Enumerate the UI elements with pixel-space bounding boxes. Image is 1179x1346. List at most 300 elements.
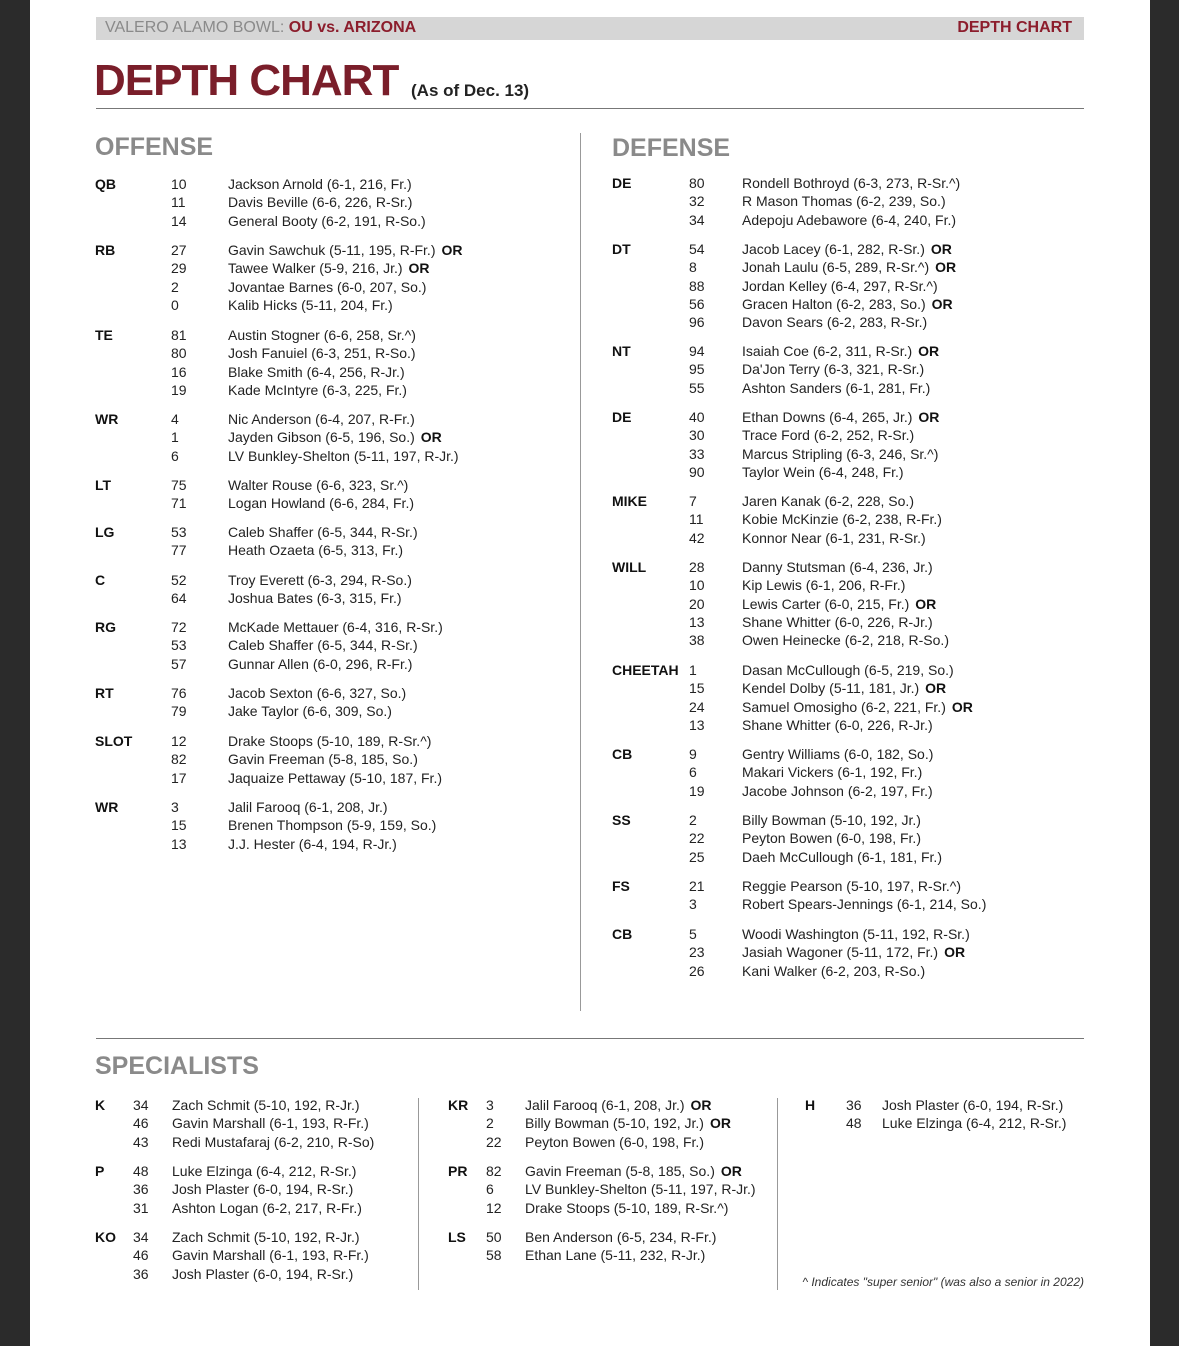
jersey-number: 6 bbox=[171, 447, 179, 464]
player-info: Austin Stogner (6-6, 258, Sr.^) bbox=[228, 327, 416, 343]
jersey-number: 9 bbox=[689, 746, 697, 762]
player-info: Jacob Sexton (6-6, 327, So.) bbox=[228, 685, 407, 701]
jersey-number: 42 bbox=[689, 529, 705, 546]
jersey-number: 43 bbox=[133, 1133, 149, 1150]
position-label: WR bbox=[95, 411, 119, 427]
player-info: Troy Everett (6-3, 294, R-So.) bbox=[228, 572, 412, 588]
player-info: Jalil Farooq (6-1, 208, Jr.) bbox=[525, 1097, 685, 1113]
player-name bbox=[525, 1096, 712, 1114]
player-name bbox=[742, 174, 960, 192]
player-info: General Booty (6-2, 191, R-So.) bbox=[228, 212, 426, 229]
player-info: Trace Ford (6-2, 252, R-Sr.) bbox=[742, 427, 915, 444]
or-marker: OR bbox=[408, 260, 430, 277]
or-marker: OR bbox=[918, 409, 940, 425]
column-divider bbox=[580, 133, 581, 1011]
player-name bbox=[742, 631, 949, 649]
player-info: Jalil Farooq (6-1, 208, Jr.) bbox=[228, 799, 388, 815]
player-name bbox=[742, 782, 933, 800]
player-name bbox=[228, 296, 393, 314]
player-name bbox=[742, 313, 927, 331]
jersey-number: 12 bbox=[171, 733, 187, 749]
jersey-number: 76 bbox=[171, 685, 187, 701]
player-info: Josh Plaster (6-0, 194, R-Sr.) bbox=[882, 1097, 1064, 1113]
or-marker: OR bbox=[915, 595, 937, 612]
jersey-number: 27 bbox=[171, 242, 187, 258]
player-info: Da'Jon Terry (6-3, 321, R-Sr.) bbox=[742, 361, 925, 378]
jersey-number: 2 bbox=[486, 1115, 494, 1132]
position-label: SS bbox=[612, 812, 631, 828]
player-name bbox=[172, 1162, 356, 1180]
jersey-number: 10 bbox=[171, 176, 187, 192]
position-label: CB bbox=[612, 926, 633, 942]
player-info: McKade Mettauer (6-4, 316, R-Sr.) bbox=[228, 619, 443, 635]
player-info: Reggie Pearson (5-10, 197, R-Sr.^) bbox=[742, 878, 962, 894]
defense-heading: DEFENSE bbox=[612, 134, 731, 162]
player-info: Gunnar Allen (6-0, 296, R-Fr.) bbox=[228, 655, 413, 672]
player-name bbox=[525, 1162, 742, 1180]
jersey-number: 48 bbox=[133, 1163, 149, 1179]
player-name bbox=[742, 360, 924, 378]
position-label: K bbox=[95, 1097, 106, 1113]
player-info: Kendel Dolby (5-11, 181, Jr.) bbox=[742, 680, 920, 697]
jersey-number: 7 bbox=[689, 493, 697, 509]
player-name bbox=[742, 558, 933, 576]
player-info: Zach Schmit (5-10, 192, R-Jr.) bbox=[172, 1229, 360, 1245]
page-title: DEPTH CHART bbox=[94, 56, 399, 105]
jersey-number: 21 bbox=[689, 878, 705, 894]
player-info: LV Bunkley-Shelton (5-11, 197, R-Jr.) bbox=[525, 1181, 756, 1198]
player-name bbox=[525, 1114, 731, 1132]
bowl-label: VALERO ALAMO BOWL: bbox=[105, 19, 285, 36]
jersey-number: 4 bbox=[171, 411, 179, 427]
position-label: RB bbox=[95, 242, 116, 258]
position-label: KO bbox=[95, 1229, 116, 1245]
player-name bbox=[228, 571, 412, 589]
jersey-number: 77 bbox=[171, 542, 187, 559]
player-info: LV Bunkley-Shelton (5-11, 197, R-Jr.) bbox=[228, 447, 459, 464]
jersey-number: 34 bbox=[133, 1097, 149, 1113]
player-info: Josh Plaster (6-0, 194, R-Sr.) bbox=[172, 1265, 354, 1282]
player-name bbox=[228, 523, 418, 541]
jersey-number: 2 bbox=[689, 812, 697, 828]
player-info: Gavin Freeman (5-8, 185, So.) bbox=[525, 1163, 715, 1179]
player-info: Tawee Walker (5-9, 216, Jr.) bbox=[228, 260, 403, 277]
jersey-number: 46 bbox=[133, 1247, 149, 1264]
player-name bbox=[228, 835, 397, 853]
player-info: Shane Whitter (6-0, 226, R-Jr.) bbox=[742, 613, 933, 630]
jersey-number: 22 bbox=[486, 1133, 502, 1150]
player-info: Taylor Wein (6-4, 248, Fr.) bbox=[742, 463, 904, 480]
position-label: CHEETAH bbox=[612, 662, 679, 678]
position-label: H bbox=[805, 1097, 816, 1113]
player-name bbox=[228, 769, 442, 787]
player-name bbox=[882, 1114, 1066, 1132]
position-label: MIKE bbox=[612, 493, 647, 509]
player-info: Josh Plaster (6-0, 194, R-Sr.) bbox=[172, 1181, 354, 1198]
jersey-number: 8 bbox=[689, 259, 697, 276]
jersey-number: 12 bbox=[486, 1199, 502, 1216]
player-name bbox=[228, 618, 443, 636]
player-name bbox=[228, 816, 436, 834]
jersey-number: 6 bbox=[689, 764, 697, 781]
or-marker: OR bbox=[931, 295, 953, 312]
specialists-divider-2 bbox=[777, 1098, 778, 1290]
player-name bbox=[742, 277, 938, 295]
jersey-number: 15 bbox=[171, 817, 187, 834]
position-label: QB bbox=[95, 176, 116, 192]
jersey-number: 30 bbox=[689, 427, 705, 444]
player-info: Lewis Carter (6-0, 215, Fr.) bbox=[742, 595, 910, 612]
jersey-number: 82 bbox=[486, 1163, 502, 1179]
jersey-number: 34 bbox=[689, 211, 705, 228]
document-page bbox=[30, 0, 1150, 1346]
jersey-number: 5 bbox=[689, 926, 697, 942]
or-marker: OR bbox=[925, 680, 947, 697]
player-name bbox=[228, 494, 414, 512]
jersey-number: 3 bbox=[171, 799, 179, 815]
jersey-number: 29 bbox=[171, 260, 187, 277]
player-name bbox=[172, 1228, 360, 1246]
player-info: Drake Stoops (5-10, 189, R-Sr.^) bbox=[525, 1199, 729, 1216]
player-name bbox=[228, 684, 406, 702]
player-info: Kip Lewis (6-1, 206, R-Fr.) bbox=[742, 577, 906, 594]
player-name bbox=[228, 447, 459, 465]
player-info: Caleb Shaffer (6-5, 344, R-Sr.) bbox=[228, 637, 418, 654]
player-info: Josh Fanuiel (6-3, 251, R-So.) bbox=[228, 345, 416, 362]
player-info: Gracen Halton (6-2, 283, So.) bbox=[742, 295, 926, 312]
player-name bbox=[228, 381, 407, 399]
player-name bbox=[742, 342, 939, 360]
jersey-number: 72 bbox=[171, 619, 187, 635]
player-info: Jaren Kanak (6-2, 228, So.) bbox=[742, 493, 914, 509]
player-name bbox=[742, 379, 930, 397]
player-info: Billy Bowman (5-10, 192, Jr.) bbox=[525, 1115, 704, 1132]
player-name bbox=[742, 943, 965, 961]
player-info: Daeh McCullough (6-1, 181, Fr.) bbox=[742, 848, 942, 865]
player-info: Redi Mustafaraj (6-2, 210, R-So) bbox=[172, 1133, 375, 1150]
player-name bbox=[172, 1246, 369, 1264]
jersey-number: 3 bbox=[689, 896, 697, 913]
player-info: Caleb Shaffer (6-5, 344, R-Sr.) bbox=[228, 524, 418, 540]
jersey-number: 57 bbox=[171, 655, 187, 672]
position-label: RT bbox=[95, 685, 114, 701]
player-info: Davis Beville (6-6, 226, R-Sr.) bbox=[228, 194, 413, 211]
player-name bbox=[742, 877, 961, 895]
player-name bbox=[742, 510, 942, 528]
player-info: Jacobe Johnson (6-2, 197, Fr.) bbox=[742, 782, 933, 799]
player-name bbox=[742, 192, 946, 210]
player-info: Brenen Thompson (5-9, 159, So.) bbox=[228, 817, 437, 834]
player-info: Jackson Arnold (6-1, 216, Fr.) bbox=[228, 176, 412, 192]
player-name bbox=[172, 1096, 360, 1114]
player-info: J.J. Hester (6-4, 194, R-Jr.) bbox=[228, 835, 397, 852]
player-info: Shane Whitter (6-0, 226, R-Jr.) bbox=[742, 716, 933, 733]
player-name bbox=[742, 211, 956, 229]
player-info: R Mason Thomas (6-2, 239, So.) bbox=[742, 193, 946, 210]
or-marker: OR bbox=[690, 1097, 712, 1113]
player-name bbox=[228, 212, 426, 230]
header-right-label: DEPTH CHART bbox=[957, 19, 1072, 36]
player-name bbox=[228, 732, 431, 750]
player-info: Woodi Washington (5-11, 192, R-Sr.) bbox=[742, 926, 970, 942]
player-name bbox=[228, 655, 412, 673]
jersey-number: 58 bbox=[486, 1247, 502, 1264]
jersey-number: 17 bbox=[171, 769, 187, 786]
player-info: Luke Elzinga (6-4, 212, R-Sr.) bbox=[882, 1115, 1067, 1132]
jersey-number: 88 bbox=[689, 277, 705, 294]
player-info: Ben Anderson (6-5, 234, R-Fr.) bbox=[525, 1229, 717, 1245]
player-name bbox=[742, 240, 952, 258]
or-marker: OR bbox=[720, 1163, 742, 1179]
position-label: TE bbox=[95, 327, 113, 343]
position-label: C bbox=[95, 572, 106, 588]
player-info: Kade McIntyre (6-3, 225, Fr.) bbox=[228, 381, 407, 398]
jersey-number: 19 bbox=[171, 381, 187, 398]
player-name bbox=[882, 1096, 1063, 1114]
player-name bbox=[228, 750, 418, 768]
position-label: SLOT bbox=[95, 733, 133, 749]
position-label: DE bbox=[612, 175, 632, 191]
player-info: Ethan Lane (5-11, 232, R-Jr.) bbox=[525, 1247, 706, 1264]
player-info: Jovantae Barnes (6-0, 207, So.) bbox=[228, 278, 427, 295]
or-marker: OR bbox=[944, 944, 966, 961]
player-name bbox=[172, 1199, 362, 1217]
player-info: Logan Howland (6-6, 284, Fr.) bbox=[228, 495, 414, 512]
player-name bbox=[172, 1114, 369, 1132]
player-info: Jayden Gibson (6-5, 196, So.) bbox=[228, 429, 415, 446]
player-name bbox=[525, 1199, 728, 1217]
player-info: Jacob Lacey (6-1, 282, R-Sr.) bbox=[742, 241, 925, 257]
position-label: KR bbox=[448, 1097, 469, 1113]
jersey-number: 55 bbox=[689, 379, 705, 396]
jersey-number: 53 bbox=[171, 637, 187, 654]
player-name bbox=[742, 811, 921, 829]
player-name bbox=[228, 702, 392, 720]
player-name bbox=[742, 962, 925, 980]
player-name bbox=[228, 326, 416, 344]
position-label: P bbox=[95, 1163, 105, 1179]
matchup: OU vs. ARIZONA bbox=[288, 19, 417, 36]
jersey-number: 26 bbox=[689, 962, 705, 979]
player-info: Owen Heinecke (6-2, 218, R-So.) bbox=[742, 632, 949, 649]
player-info: Ashton Sanders (6-1, 281, Fr.) bbox=[742, 379, 931, 396]
player-info: Jasiah Wagoner (5-11, 172, Fr.) bbox=[742, 944, 939, 961]
specialists-divider bbox=[96, 1038, 1084, 1039]
position-label: DT bbox=[612, 241, 631, 257]
jersey-number: 80 bbox=[689, 175, 705, 191]
jersey-number: 11 bbox=[689, 511, 704, 528]
player-info: Danny Stutsman (6-4, 236, Jr.) bbox=[742, 559, 933, 575]
jersey-number: 25 bbox=[689, 848, 705, 865]
player-info: Gentry Williams (6-0, 182, So.) bbox=[742, 746, 934, 762]
jersey-number: 2 bbox=[171, 278, 179, 295]
player-name bbox=[228, 428, 442, 446]
jersey-number: 54 bbox=[689, 241, 705, 257]
position-label: RG bbox=[95, 619, 116, 635]
player-info: Zach Schmit (5-10, 192, R-Jr.) bbox=[172, 1097, 360, 1113]
jersey-number: 36 bbox=[133, 1181, 149, 1198]
player-info: Kobie McKinzie (6-2, 238, R-Fr.) bbox=[742, 511, 942, 528]
player-name bbox=[228, 344, 416, 362]
player-info: Gavin Marshall (6-1, 193, R-Fr.) bbox=[172, 1115, 369, 1132]
jersey-number: 31 bbox=[133, 1199, 149, 1216]
player-name bbox=[525, 1246, 705, 1264]
player-info: Ethan Downs (6-4, 265, Jr.) bbox=[742, 409, 913, 425]
header-bar bbox=[96, 17, 1084, 40]
player-name bbox=[525, 1133, 704, 1151]
or-marker: OR bbox=[709, 1115, 731, 1132]
player-name bbox=[525, 1228, 716, 1246]
specialists-divider-1 bbox=[418, 1098, 419, 1290]
player-info: Drake Stoops (5-10, 189, R-Sr.^) bbox=[228, 733, 432, 749]
specialists-heading: SPECIALISTS bbox=[95, 1052, 259, 1080]
player-name bbox=[742, 445, 938, 463]
or-marker: OR bbox=[420, 429, 442, 446]
player-name bbox=[228, 193, 412, 211]
player-name bbox=[228, 259, 430, 277]
jersey-number: 23 bbox=[689, 944, 705, 961]
player-name bbox=[742, 426, 914, 444]
player-info: Davon Sears (6-2, 283, R-Sr.) bbox=[742, 314, 928, 331]
player-name bbox=[172, 1180, 353, 1198]
player-name bbox=[742, 698, 973, 716]
player-name bbox=[742, 763, 922, 781]
position-label: FS bbox=[612, 878, 630, 894]
jersey-number: 94 bbox=[689, 343, 705, 359]
jersey-number: 71 bbox=[171, 495, 187, 512]
player-name bbox=[742, 529, 926, 547]
player-name bbox=[742, 463, 904, 481]
jersey-number: 13 bbox=[171, 835, 187, 852]
player-info: Marcus Stripling (6-3, 246, Sr.^) bbox=[742, 445, 939, 462]
player-name bbox=[742, 829, 921, 847]
jersey-number: 96 bbox=[689, 314, 705, 331]
player-name bbox=[742, 613, 933, 631]
or-marker: OR bbox=[441, 242, 463, 258]
position-label: LG bbox=[95, 524, 115, 540]
player-name bbox=[742, 925, 970, 943]
position-label: DE bbox=[612, 409, 632, 425]
jersey-number: 50 bbox=[486, 1229, 502, 1245]
jersey-number: 1 bbox=[689, 662, 697, 678]
jersey-number: 36 bbox=[846, 1097, 862, 1113]
jersey-number: 22 bbox=[689, 830, 705, 847]
jersey-number: 46 bbox=[133, 1115, 149, 1132]
jersey-number: 75 bbox=[171, 477, 187, 493]
jersey-number: 34 bbox=[133, 1229, 149, 1245]
jersey-number: 14 bbox=[171, 212, 187, 229]
player-info: Luke Elzinga (6-4, 212, R-Sr.) bbox=[172, 1163, 357, 1179]
jersey-number: 32 bbox=[689, 193, 705, 210]
jersey-number: 13 bbox=[689, 716, 705, 733]
position-label: LS bbox=[448, 1229, 466, 1245]
player-info: Robert Spears-Jennings (6-1, 214, So.) bbox=[742, 896, 987, 913]
player-info: Gavin Marshall (6-1, 193, R-Fr.) bbox=[172, 1247, 369, 1264]
player-name bbox=[742, 679, 946, 697]
jersey-number: 33 bbox=[689, 445, 705, 462]
jersey-number: 79 bbox=[171, 703, 187, 720]
player-info: Dasan McCullough (6-5, 219, So.) bbox=[742, 662, 954, 678]
player-name bbox=[742, 408, 939, 426]
jersey-number: 38 bbox=[689, 632, 705, 649]
jersey-number: 28 bbox=[689, 559, 705, 575]
jersey-number: 90 bbox=[689, 463, 705, 480]
player-info: Jake Taylor (6-6, 309, So.) bbox=[228, 703, 392, 720]
jersey-number: 15 bbox=[689, 680, 705, 697]
player-info: Makari Vickers (6-1, 192, Fr.) bbox=[742, 764, 923, 781]
player-name bbox=[228, 798, 388, 816]
player-info: Blake Smith (6-4, 256, R-Jr.) bbox=[228, 363, 405, 380]
player-info: Peyton Bowen (6-0, 198, Fr.) bbox=[525, 1133, 704, 1150]
player-info: Jonah Laulu (6-5, 289, R-Sr.^) bbox=[742, 259, 930, 276]
offense-heading: OFFENSE bbox=[95, 133, 214, 161]
player-name bbox=[228, 363, 405, 381]
player-name bbox=[228, 241, 462, 259]
jersey-number: 36 bbox=[133, 1265, 149, 1282]
player-name bbox=[742, 258, 956, 276]
or-marker: OR bbox=[930, 241, 952, 257]
jersey-number: 95 bbox=[689, 361, 705, 378]
player-name bbox=[228, 175, 412, 193]
jersey-number: 52 bbox=[171, 572, 187, 588]
player-info: Adepoju Adebawore (6-4, 240, Fr.) bbox=[742, 211, 957, 228]
player-info: Ashton Logan (6-2, 217, R-Fr.) bbox=[172, 1199, 362, 1216]
player-name bbox=[742, 595, 936, 613]
jersey-number: 10 bbox=[689, 577, 705, 594]
player-name bbox=[742, 295, 953, 313]
player-info: Billy Bowman (5-10, 192, Jr.) bbox=[742, 812, 921, 828]
player-info: Isaiah Coe (6-2, 311, R-Sr.) bbox=[742, 343, 913, 359]
jersey-number: 82 bbox=[171, 751, 187, 768]
jersey-number: 53 bbox=[171, 524, 187, 540]
jersey-number: 11 bbox=[171, 194, 186, 211]
as-of-date: (As of Dec. 13) bbox=[411, 81, 530, 100]
position-label: WILL bbox=[612, 559, 647, 575]
player-info: Heath Ozaeta (6-5, 313, Fr.) bbox=[228, 542, 404, 559]
player-name bbox=[742, 848, 942, 866]
player-name bbox=[172, 1265, 353, 1283]
position-label: WR bbox=[95, 799, 119, 815]
jersey-number: 13 bbox=[689, 613, 705, 630]
player-info: Peyton Bowen (6-0, 198, Fr.) bbox=[742, 830, 921, 847]
player-info: Jaquaize Pettaway (5-10, 187, Fr.) bbox=[228, 769, 442, 786]
player-info: Gavin Freeman (5-8, 185, So.) bbox=[228, 751, 418, 768]
player-name bbox=[228, 636, 418, 654]
jersey-number: 48 bbox=[846, 1115, 862, 1132]
player-info: Nic Anderson (6-4, 207, R-Fr.) bbox=[228, 411, 415, 427]
player-info: Walter Rouse (6-6, 323, Sr.^) bbox=[228, 477, 409, 493]
jersey-number: 80 bbox=[171, 345, 187, 362]
player-name bbox=[525, 1180, 756, 1198]
player-info: Rondell Bothroyd (6-3, 273, R-Sr.^) bbox=[742, 175, 961, 191]
footnote: ^ Indicates "super senior" (was also a senior in 2022) bbox=[802, 1275, 1084, 1289]
jersey-number: 20 bbox=[689, 595, 705, 612]
jersey-number: 1 bbox=[171, 429, 179, 446]
player-info: Joshua Bates (6-3, 315, Fr.) bbox=[228, 590, 402, 607]
jersey-number: 40 bbox=[689, 409, 705, 425]
jersey-number: 24 bbox=[689, 698, 705, 715]
jersey-number: 3 bbox=[486, 1097, 494, 1113]
player-name bbox=[228, 278, 426, 296]
jersey-number: 19 bbox=[689, 782, 705, 799]
player-name bbox=[228, 541, 403, 559]
position-label: LT bbox=[95, 477, 112, 493]
jersey-number: 56 bbox=[689, 295, 705, 312]
position-label: NT bbox=[612, 343, 631, 359]
player-info: Samuel Omosigho (6-2, 221, Fr.) bbox=[742, 698, 946, 715]
player-name bbox=[742, 895, 986, 913]
jersey-number: 6 bbox=[486, 1181, 494, 1198]
